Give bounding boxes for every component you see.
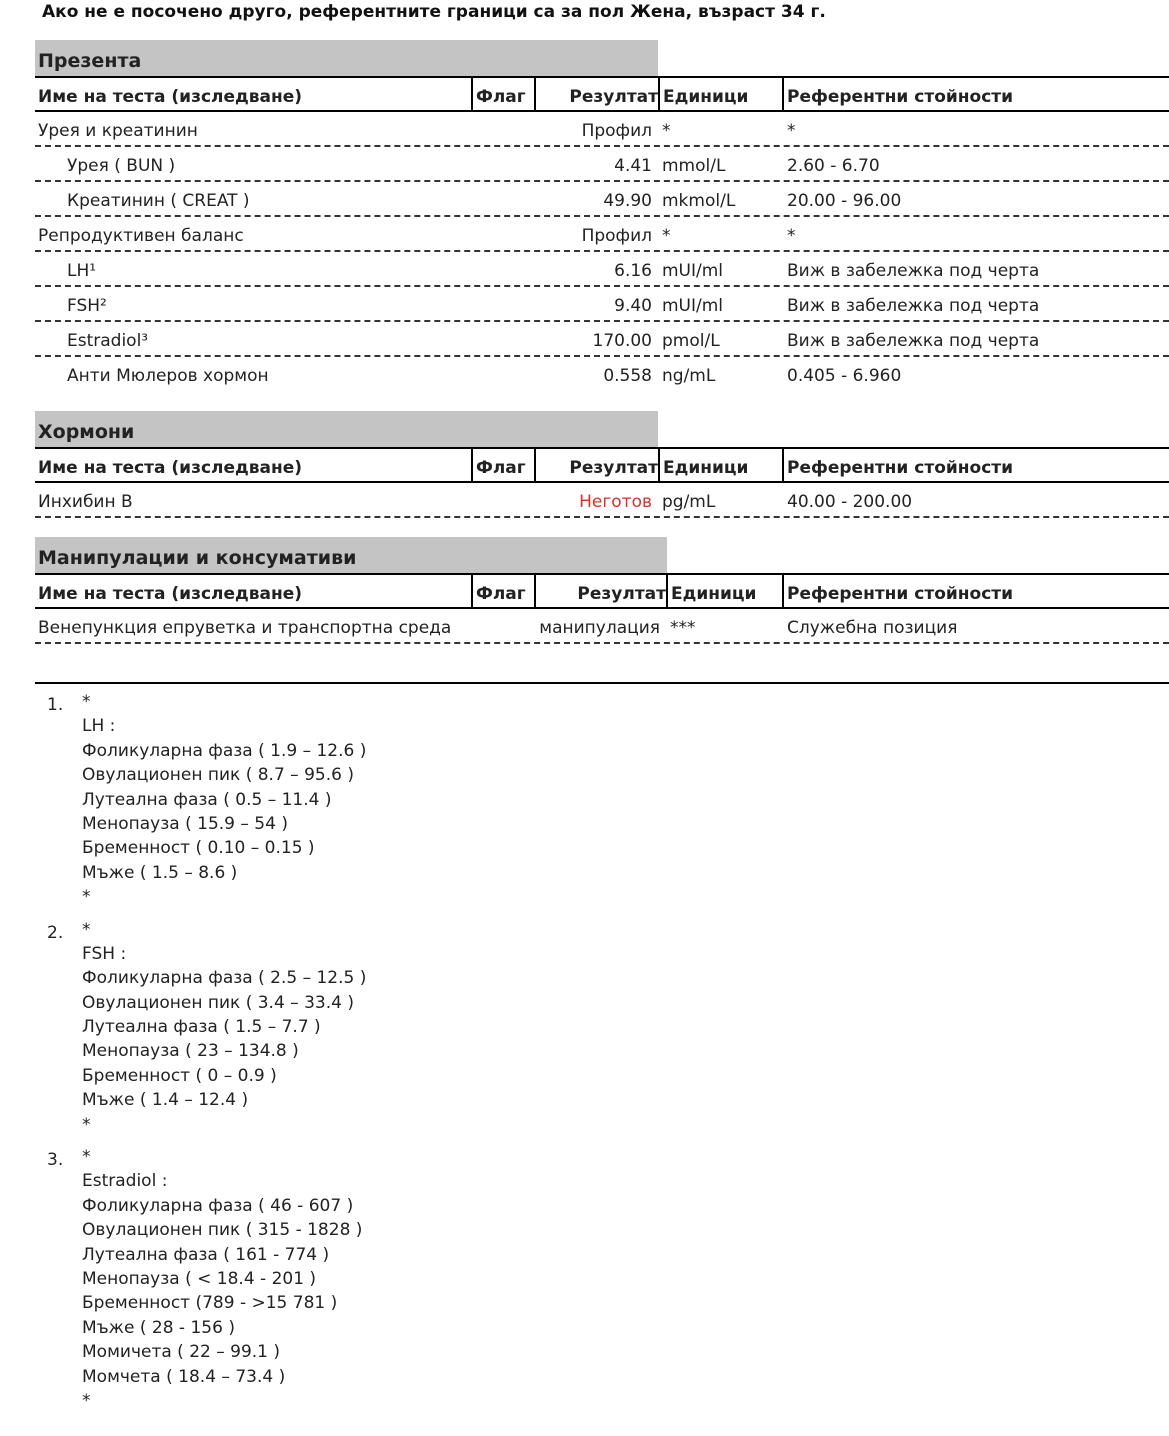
col-units-header: Единици	[666, 575, 782, 607]
footnote-line: Мъже ( 28 - 156 )	[82, 1317, 235, 1338]
test-name: Estradiol³	[67, 331, 149, 351]
footnote-line: *	[82, 692, 91, 712]
test-name: Венепункция епруветка и транспортна среда	[38, 618, 452, 638]
footnote-line: Овулационен пик ( 315 - 1828 )	[82, 1220, 363, 1241]
section-prezenta	[35, 40, 1169, 392]
col-units-header: Единици	[658, 78, 782, 110]
test-ref: 40.00 - 200.00	[787, 492, 913, 512]
test-units: mkmol/L	[662, 191, 736, 211]
footnote-line: Фоликуларна фаза ( 1.9 – 12.6 )	[82, 740, 367, 761]
table-header	[35, 573, 1169, 609]
test-name: Анти Мюлеров хормон	[67, 366, 269, 386]
test-units: pg/mL	[662, 492, 716, 512]
footnote-number: 1.	[47, 695, 64, 715]
footnote-3	[47, 1145, 600, 1413]
table-row	[35, 112, 1169, 147]
section-title: Манипулации и консумативи	[35, 537, 667, 573]
table-row	[35, 147, 1169, 182]
test-units: mUI/ml	[662, 296, 724, 316]
col-ref-header: Референтни стойности	[782, 78, 1169, 110]
footnote-line: Лутеална фаза ( 1.5 – 7.7 )	[82, 1017, 321, 1038]
footnote-line: Овулационен пик ( 3.4 – 33.4 )	[82, 992, 354, 1013]
footnote-line: Лутеална фаза ( 0.5 – 11.4 )	[82, 789, 332, 810]
footnote-line: *	[82, 1114, 91, 1135]
test-ref: Виж в забележка под черта	[787, 296, 1040, 316]
footnote-line: Момчета ( 18.4 – 73.4 )	[82, 1366, 286, 1387]
col-units-header: Единици	[658, 449, 782, 481]
col-name-header: Име на теста (изследване)	[38, 584, 303, 604]
test-result-pending: Неготов	[579, 492, 652, 512]
footnote-line: Фоликуларна фаза ( 2.5 – 12.5 )	[82, 968, 367, 989]
footnote-line: Бременност ( 0.10 – 0.15 )	[82, 838, 315, 859]
test-result: 4.41	[614, 156, 652, 176]
test-ref: *	[787, 226, 796, 246]
col-flag-header: Флаг	[471, 575, 534, 607]
test-units: ng/mL	[662, 366, 716, 386]
test-result: 6.16	[614, 261, 652, 281]
footnote-1	[47, 690, 600, 910]
footnote-line: *	[82, 1147, 91, 1168]
test-result: Профил	[581, 226, 652, 246]
test-ref: Виж в забележка под черта	[787, 261, 1040, 281]
footnote-line: Лутеална фаза ( 161 - 774 )	[82, 1244, 330, 1265]
footnote-line: Менопауза ( 23 – 134.8 )	[82, 1041, 299, 1062]
footnote-line: *	[82, 1390, 91, 1411]
test-units: mUI/ml	[662, 261, 724, 281]
table-header	[35, 76, 1169, 112]
test-result: манипулация	[539, 618, 660, 638]
test-name: Репродуктивен баланс	[38, 226, 244, 246]
test-ref: 0.405 - 6.960	[787, 366, 902, 386]
footnote-line: Овулационен пик ( 8.7 – 95.6 )	[82, 765, 354, 786]
footnote-divider	[35, 682, 1169, 684]
table-row	[35, 483, 1169, 518]
test-units: *	[662, 121, 671, 141]
footnote-line: Мъже ( 1.4 – 12.4 )	[82, 1090, 249, 1111]
footnote-line: Менопауза ( 15.9 – 54 )	[82, 813, 288, 834]
test-name: LH¹	[67, 261, 97, 281]
col-result-header: Резултат	[534, 449, 658, 481]
footnote-line: Estradiol :	[82, 1171, 168, 1192]
test-units: ***	[670, 618, 696, 638]
footnote-2	[47, 918, 600, 1138]
footnote-line: Фоликуларна фаза ( 46 - 607 )	[82, 1195, 354, 1216]
table-row	[35, 609, 1169, 644]
footnote-line: LH :	[82, 716, 116, 737]
col-result-header: Резултат	[534, 78, 658, 110]
test-result: 9.40	[614, 296, 652, 316]
test-result: 170.00	[592, 331, 652, 351]
test-name: Креатинин ( CREAT )	[67, 191, 250, 211]
section-manipulations	[35, 537, 1169, 644]
table-row	[35, 252, 1169, 287]
footnote-number: 2.	[47, 922, 64, 943]
footnotes	[0, 690, 600, 1413]
col-name-header: Име на теста (изследване)	[38, 458, 303, 478]
test-ref: 20.00 - 96.00	[787, 191, 902, 211]
section-title: Хормони	[35, 411, 658, 447]
test-units: *	[662, 226, 671, 246]
test-ref: Виж в забележка под черта	[787, 331, 1040, 351]
test-units: mmol/L	[662, 156, 726, 176]
col-name-header: Име на теста (изследване)	[38, 87, 303, 107]
col-ref-header: Референтни стойности	[782, 449, 1169, 481]
section-hormoni	[35, 411, 1169, 518]
test-result: 0.558	[603, 366, 652, 386]
footnote-line: *	[82, 887, 91, 908]
table-header	[35, 447, 1169, 483]
footnote-line: Момичета ( 22 – 99.1 )	[82, 1342, 281, 1363]
table-row	[35, 287, 1169, 322]
test-ref: Служебна позиция	[787, 618, 958, 638]
footnote-line: Мъже ( 1.5 – 8.6 )	[82, 862, 238, 883]
footnote-line: Менопауза ( < 18.4 - 201 )	[82, 1268, 317, 1289]
reference-note: Ако не е посочено друго, референтните граници са за пол Жена, възраст 34 г.	[42, 2, 826, 22]
test-name: FSH²	[67, 296, 107, 316]
footnote-line: Бременност ( 0 – 0.9 )	[82, 1065, 277, 1086]
col-flag-header: Флаг	[471, 78, 534, 110]
test-units: pmol/L	[662, 331, 720, 351]
test-name: Урея ( BUN )	[67, 156, 176, 176]
test-name: Инхибин В	[38, 492, 133, 512]
test-result: Профил	[581, 121, 652, 141]
table-row	[35, 217, 1169, 252]
test-name: Урея и креатинин	[38, 121, 198, 141]
footnote-line: Бременност (789 - >15 781 )	[82, 1293, 338, 1314]
col-ref-header: Референтни стойности	[782, 575, 1169, 607]
table-row	[35, 322, 1169, 357]
footnote-line: *	[82, 919, 91, 940]
footnote-line: FSH :	[82, 943, 127, 964]
test-ref: 2.60 - 6.70	[787, 156, 880, 176]
test-ref: *	[787, 121, 796, 141]
col-flag-header: Флаг	[471, 449, 534, 481]
col-result-header: Резултат	[534, 575, 666, 607]
test-result: 49.90	[603, 191, 652, 211]
table-row	[35, 357, 1169, 392]
footnote-number: 3.	[47, 1150, 64, 1171]
section-title: Презента	[35, 40, 658, 76]
table-row	[35, 182, 1169, 217]
